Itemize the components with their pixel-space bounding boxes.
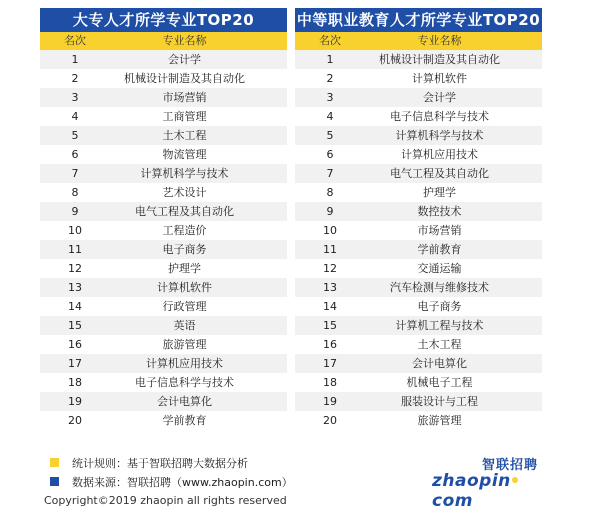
table-row bbox=[295, 354, 542, 373]
table-row bbox=[295, 221, 542, 240]
table-row bbox=[295, 316, 542, 335]
table-row bbox=[40, 145, 287, 164]
vocational-major-table bbox=[295, 8, 542, 430]
table-row bbox=[295, 202, 542, 221]
major-cell: 机械设计制造及其自动化 bbox=[379, 53, 500, 66]
major-cell: 电子商务 bbox=[162, 243, 207, 256]
table-row bbox=[295, 411, 542, 430]
table-row bbox=[40, 278, 287, 297]
table-row bbox=[295, 392, 542, 411]
major-cell: 计算机应用技术 bbox=[401, 148, 478, 161]
major-cell: 会计电算化 bbox=[412, 357, 467, 370]
table-header bbox=[295, 32, 542, 50]
rank-cell: 12 bbox=[323, 262, 337, 275]
yellow-square-icon bbox=[50, 458, 59, 467]
rank-cell: 11 bbox=[323, 243, 337, 256]
major-cell: 电子商务 bbox=[417, 300, 462, 313]
rank-cell: 2 bbox=[326, 72, 334, 85]
blue-square-icon bbox=[50, 477, 59, 486]
major-cell: 机械电子工程 bbox=[406, 376, 473, 389]
table-row bbox=[40, 373, 287, 392]
rank-cell: 3 bbox=[326, 91, 334, 104]
major-cell: 市场营销 bbox=[162, 91, 207, 104]
rank-cell: 9 bbox=[326, 205, 334, 218]
table-row bbox=[40, 202, 287, 221]
table-row bbox=[40, 240, 287, 259]
logo-en-part1: zhaopin bbox=[432, 471, 511, 491]
major-cell: 电气工程及其自动化 bbox=[390, 167, 489, 180]
major-cell: 电气工程及其自动化 bbox=[135, 205, 234, 218]
rank-cell: 4 bbox=[326, 110, 334, 123]
major-cell: 护理学 bbox=[168, 262, 201, 275]
table-row bbox=[40, 297, 287, 316]
major-cell: 计算机科学与技术 bbox=[140, 167, 229, 180]
table-row bbox=[40, 411, 287, 430]
table-row bbox=[40, 392, 287, 411]
logo-cn-text: 智联招聘 bbox=[481, 458, 538, 473]
rank-cell: 2 bbox=[71, 72, 79, 85]
table-row bbox=[295, 126, 542, 145]
copyright: Copyright©2019 zhaopin all rights reserved bbox=[44, 494, 287, 507]
major-cell: 电子信息科学与技术 bbox=[135, 376, 234, 389]
rank-cell: 6 bbox=[71, 148, 79, 161]
header-major: 专业名称 bbox=[417, 34, 462, 47]
rank-cell: 10 bbox=[68, 224, 82, 237]
major-cell: 旅游管理 bbox=[162, 338, 207, 351]
table-row bbox=[295, 373, 542, 392]
rank-cell: 1 bbox=[71, 53, 79, 66]
rank-cell: 16 bbox=[323, 338, 337, 351]
major-cell: 计算机工程与技术 bbox=[395, 319, 484, 332]
table-row bbox=[295, 259, 542, 278]
rank-cell: 16 bbox=[68, 338, 82, 351]
table-row bbox=[295, 278, 542, 297]
table-row bbox=[295, 88, 542, 107]
table-title: 大专人才所学专业TOP20 bbox=[40, 8, 287, 32]
rank-cell: 13 bbox=[323, 281, 337, 294]
ranking-tables bbox=[40, 8, 542, 430]
table-row bbox=[40, 183, 287, 202]
major-cell: 艺术设计 bbox=[162, 186, 207, 199]
major-cell: 土木工程 bbox=[162, 129, 207, 142]
major-cell: 英语 bbox=[173, 319, 196, 332]
table-row bbox=[40, 126, 287, 145]
header-major: 专业名称 bbox=[162, 34, 207, 47]
table-row bbox=[40, 335, 287, 354]
rank-cell: 9 bbox=[71, 205, 79, 218]
major-cell: 计算机软件 bbox=[412, 72, 467, 85]
rank-cell: 1 bbox=[326, 53, 334, 66]
rank-cell: 7 bbox=[71, 167, 79, 180]
table-row bbox=[40, 259, 287, 278]
major-cell: 物流管理 bbox=[162, 148, 207, 161]
rank-cell: 14 bbox=[323, 300, 337, 313]
rank-cell: 15 bbox=[68, 319, 82, 332]
rank-cell: 7 bbox=[326, 167, 334, 180]
major-cell: 会计学 bbox=[423, 91, 456, 104]
rank-cell: 3 bbox=[71, 91, 79, 104]
major-cell: 计算机科学与技术 bbox=[395, 129, 484, 142]
major-cell: 旅游管理 bbox=[417, 414, 462, 427]
rank-cell: 14 bbox=[68, 300, 82, 313]
table-row bbox=[40, 316, 287, 335]
table-row bbox=[40, 164, 287, 183]
rank-cell: 5 bbox=[71, 129, 79, 142]
table-row bbox=[295, 69, 542, 88]
logo-en-part2: com bbox=[432, 491, 473, 511]
rank-cell: 8 bbox=[326, 186, 334, 199]
major-cell: 会计学 bbox=[168, 53, 201, 66]
rank-cell: 18 bbox=[68, 376, 82, 389]
major-cell: 护理学 bbox=[423, 186, 456, 199]
rank-cell: 6 bbox=[326, 148, 334, 161]
rank-cell: 8 bbox=[71, 186, 79, 199]
major-cell: 服装设计与工程 bbox=[401, 395, 478, 408]
rank-cell: 13 bbox=[68, 281, 82, 294]
major-cell: 工程造价 bbox=[162, 224, 207, 237]
data-source-text: 数据来源：智联招聘（www.zhaopin.com） bbox=[72, 475, 293, 489]
rank-cell: 20 bbox=[323, 414, 337, 427]
table-row bbox=[40, 69, 287, 88]
header-rank: 名次 bbox=[64, 34, 86, 47]
stat-rule-text: 统计规则：基于智联招聘大数据分析 bbox=[72, 456, 248, 470]
table-row bbox=[295, 145, 542, 164]
college-major-table bbox=[40, 8, 287, 430]
table-row bbox=[40, 107, 287, 126]
table-row bbox=[40, 88, 287, 107]
table-body bbox=[295, 50, 542, 430]
table-row bbox=[295, 335, 542, 354]
rank-cell: 4 bbox=[71, 110, 79, 123]
major-cell: 汽车检测与维修技术 bbox=[390, 281, 489, 294]
table-row bbox=[295, 50, 542, 69]
major-cell: 机械设计制造及其自动化 bbox=[124, 72, 245, 85]
table-row bbox=[295, 183, 542, 202]
major-cell: 行政管理 bbox=[162, 300, 207, 313]
rank-cell: 20 bbox=[68, 414, 82, 427]
rank-cell: 17 bbox=[68, 357, 82, 370]
major-cell: 市场营销 bbox=[417, 224, 462, 237]
major-cell: 会计电算化 bbox=[157, 395, 212, 408]
footer bbox=[42, 453, 562, 513]
rank-cell: 19 bbox=[68, 395, 82, 408]
table-row bbox=[40, 221, 287, 240]
table-row bbox=[295, 164, 542, 183]
header-rank: 名次 bbox=[319, 34, 341, 47]
rank-cell: 10 bbox=[323, 224, 337, 237]
table-row bbox=[40, 50, 287, 69]
major-cell: 电子信息科学与技术 bbox=[390, 110, 489, 123]
zhaopin-logo bbox=[432, 454, 542, 511]
rank-cell: 18 bbox=[323, 376, 337, 389]
table-row bbox=[295, 107, 542, 126]
table-body bbox=[40, 50, 287, 430]
rank-cell: 12 bbox=[68, 262, 82, 275]
major-cell: 数控技术 bbox=[417, 205, 462, 218]
table-row bbox=[40, 354, 287, 373]
rank-cell: 5 bbox=[326, 129, 334, 142]
table-header bbox=[40, 32, 287, 50]
table-row bbox=[295, 240, 542, 259]
major-cell: 学前教育 bbox=[162, 414, 207, 427]
rank-cell: 17 bbox=[323, 357, 337, 370]
major-cell: 计算机应用技术 bbox=[146, 357, 223, 370]
major-cell: 计算机软件 bbox=[157, 281, 212, 294]
table-title: 中等职业教育人才所学专业TOP20 bbox=[295, 8, 542, 32]
logo-dot-icon bbox=[512, 477, 518, 483]
major-cell: 交通运输 bbox=[417, 262, 462, 275]
table-row bbox=[295, 297, 542, 316]
rank-cell: 15 bbox=[323, 319, 337, 332]
major-cell: 工商管理 bbox=[162, 110, 207, 123]
logo-en-text bbox=[432, 471, 542, 511]
major-cell: 土木工程 bbox=[417, 338, 462, 351]
rank-cell: 11 bbox=[68, 243, 82, 256]
rank-cell: 19 bbox=[323, 395, 337, 408]
major-cell: 学前教育 bbox=[417, 243, 462, 256]
